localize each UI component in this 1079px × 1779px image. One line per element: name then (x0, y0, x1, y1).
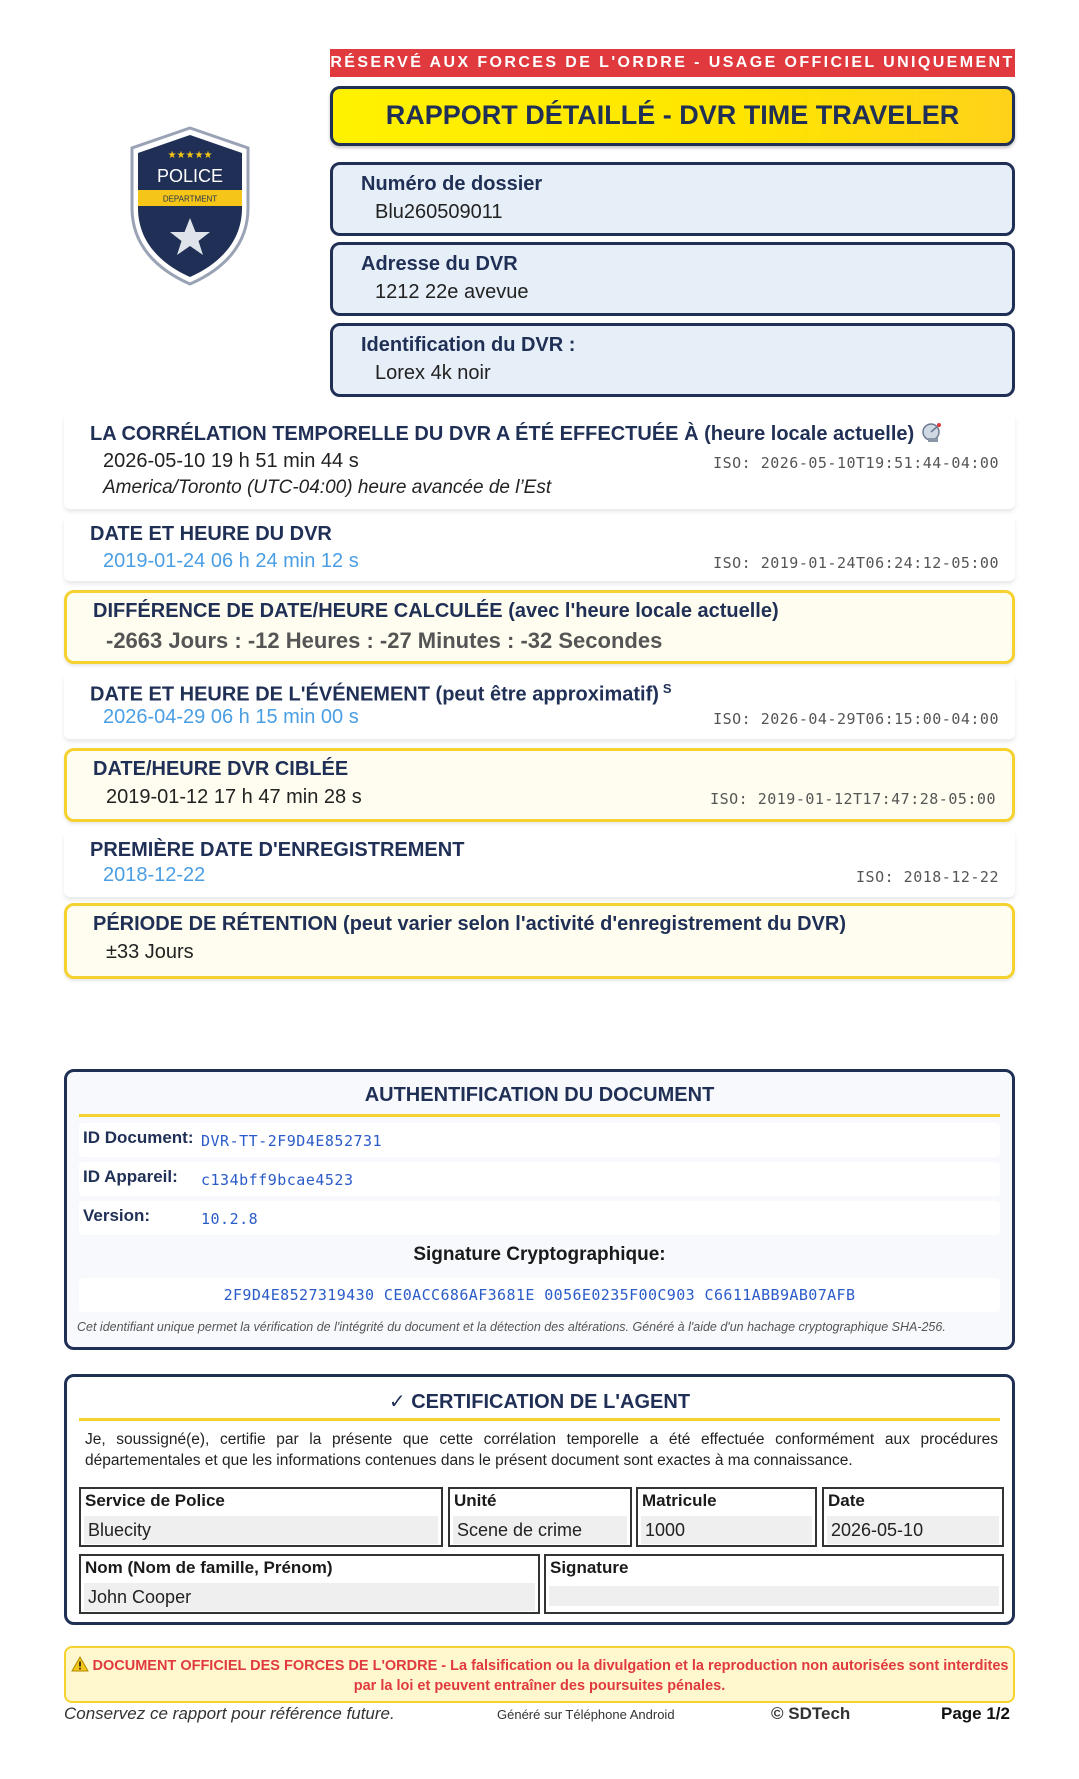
target-datetime-iso: ISO: 2019-01-12T17:47:28-05:00 (710, 790, 996, 808)
first-record-iso: ISO: 2018-12-22 (856, 868, 999, 886)
case-number-value: Blu260509011 (375, 201, 503, 223)
target-datetime-section (64, 748, 1015, 822)
dvr-id-label: Identification du DVR : (361, 334, 576, 356)
badge-department-text: DEPARTMENT (162, 194, 218, 204)
crypto-signature-value: 2F9D4E8527319430 CE0ACC686AF3681E 0056E0235F00C903 C6611ABB9AB07AFB (79, 1278, 1000, 1312)
document-id-label: ID Document: (83, 1128, 194, 1147)
authentication-divider (79, 1114, 1000, 1117)
unit-label: Unité (454, 1491, 497, 1510)
dvr-address-label: Adresse du DVR (361, 253, 518, 275)
police-service-label: Service de Police (85, 1491, 225, 1510)
first-record-section (64, 831, 1015, 897)
correlation-section (64, 413, 1015, 509)
legal-warning-text: DOCUMENT OFFICIEL DES FORCES DE L'ORDRE - La falsification ou la divulgation et la reproduction non autorisées sont interdites par la loi et peuvent entraîner des poursuites pénales. (92, 1658, 1009, 1694)
restricted-banner: RÉSERVÉ AUX FORCES DE L'ORDRE - USAGE OFFICIEL UNIQUEMENT (330, 49, 1015, 77)
case-number-box (330, 162, 1015, 236)
crypto-signature-title: Signature Cryptographique: (413, 1244, 666, 1265)
dvr-id-value: Lorex 4k noir (375, 362, 491, 384)
document-id-value: DVR-TT-2F9D4E852731 (201, 1132, 383, 1150)
warning-icon (71, 1656, 89, 1672)
correlation-heading: LA CORRÉLATION TEMPORELLE DU DVR A ÉTÉ EFFECTUÉE À (heure locale actuelle) (90, 421, 946, 446)
first-record-value: 2018-12-22 (103, 864, 206, 886)
date-value[interactable]: 2026-05-10 (827, 1516, 999, 1544)
legal-warning (64, 1646, 1015, 1703)
keep-report-note: Conservez ce rapport pour référence future. (64, 1704, 395, 1723)
target-datetime-heading: DATE/HEURE DVR CIBLÉE (93, 758, 349, 780)
badge-police-text: POLICE (156, 166, 224, 186)
agent-name-value[interactable]: John Cooper (84, 1583, 535, 1611)
dvr-id-box (330, 323, 1015, 397)
date-label: Date (828, 1491, 865, 1510)
agent-name-field (79, 1554, 540, 1614)
police-service-value[interactable]: Bluecity (84, 1516, 438, 1544)
difference-value: -2663 Jours : -12 Heures : -27 Minutes : -32 Secondes (106, 628, 663, 653)
retention-value: ±33 Jours (106, 941, 194, 963)
copyright: © SDTech (771, 1704, 851, 1723)
device-id-row (79, 1162, 1000, 1196)
version-row (79, 1201, 1000, 1235)
version-value: 10.2.8 (201, 1210, 259, 1228)
document-id-row (79, 1123, 1000, 1157)
badge-number-value[interactable]: 1000 (641, 1516, 812, 1544)
signature-field (544, 1554, 1004, 1614)
unit-field (448, 1487, 632, 1547)
dvr-datetime-heading: DATE ET HEURE DU DVR (90, 523, 332, 545)
first-record-heading: PREMIÈRE DATE D'ENREGISTREMENT (90, 839, 465, 861)
dvr-datetime-value: 2019-01-24 06 h 24 min 12 s (103, 550, 359, 572)
dvr-address-box (330, 242, 1015, 316)
agent-name-label: Nom (Nom de famille, Prénom) (85, 1558, 333, 1577)
dvr-address-value: 1212 22e avevue (375, 281, 529, 303)
signature-value[interactable] (549, 1586, 999, 1606)
dvr-datetime-section (64, 515, 1015, 581)
authentication-note: Cet identifiant unique permet la vérification de l'intégrité du document et la détection des altérations. Généré à l'aide d'un hachage cryptographique SHA-256. (77, 1320, 946, 1334)
target-datetime-value: 2019-01-12 17 h 47 min 28 s (106, 786, 362, 808)
case-number-label: Numéro de dossier (361, 173, 543, 195)
correlation-timezone: America/Toronto (UTC-04:00) heure avancée de l’Est (103, 477, 552, 498)
event-datetime-iso: ISO: 2026-04-29T06:15:00-04:00 (713, 710, 999, 728)
event-datetime-value: 2026-04-29 06 h 15 min 00 s (103, 706, 359, 728)
difference-section (64, 590, 1015, 664)
signature-label: Signature (550, 1558, 629, 1577)
badge-stars: ★★★★★ (167, 150, 213, 161)
certification-divider (79, 1418, 1000, 1421)
retention-section (64, 903, 1015, 979)
badge-number-field (636, 1487, 817, 1547)
difference-heading: DIFFÉRENCE DE DATE/HEURE CALCULÉE (avec l'heure locale actuelle) (93, 600, 779, 622)
report-title: RAPPORT DÉTAILLÉ - DVR TIME TRAVELER (330, 86, 1015, 146)
device-id-value: c134bff9bcae4523 (201, 1171, 354, 1189)
badge-number-label: Matricule (642, 1491, 717, 1510)
device-id-label: ID Appareil: (83, 1167, 178, 1186)
page-number: Page 1/2 (941, 1704, 1010, 1723)
document-authentication-panel (64, 1069, 1015, 1350)
satellite-dish-icon (920, 421, 946, 443)
version-label: Version: (83, 1206, 151, 1225)
authentication-title: AUTHENTIFICATION DU DOCUMENT (364, 1084, 715, 1106)
correlation-iso: ISO: 2026-05-10T19:51:44-04:00 (713, 454, 999, 472)
certification-title: ✓ CERTIFICATION DE L'AGENT (388, 1391, 691, 1413)
event-footnote-marker: S (662, 681, 672, 696)
police-service-field (79, 1487, 443, 1547)
certification-statement: Je, soussigné(e), certifie par la présente que cette corrélation temporelle a été effectuée conformément aux procédures départementales et que les informations contenues dans le présent document sont exactes à ma connaissance. (85, 1431, 998, 1469)
event-datetime-section (64, 673, 1015, 739)
date-field (822, 1487, 1004, 1547)
agent-certification-panel (64, 1374, 1015, 1625)
retention-heading: PÉRIODE DE RÉTENTION (peut varier selon l'activité d'enregistrement du DVR) (93, 913, 846, 935)
unit-value[interactable]: Scene de crime (453, 1516, 627, 1544)
correlation-value: 2026-05-10 19 h 51 min 44 s (103, 450, 359, 472)
police-badge-icon (126, 126, 254, 286)
event-datetime-heading: DATE ET HEURE DE L'ÉVÉNEMENT (peut être approximatif) $^S$ (90, 681, 672, 706)
dvr-datetime-iso: ISO: 2019-01-24T06:24:12-05:00 (713, 554, 999, 572)
generated-on: Généré sur Téléphone Android (497, 1707, 675, 1722)
